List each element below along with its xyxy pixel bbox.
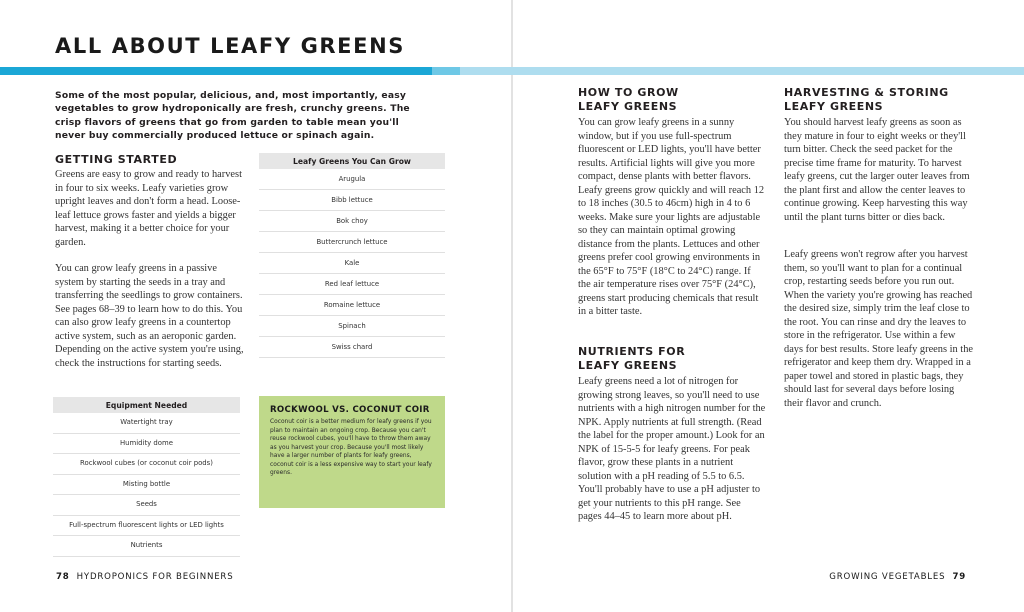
nutrients-heading-line-1: NUTRIENTS FOR bbox=[578, 345, 686, 358]
harvesting-paragraph-2: Leafy greens won't regrow after you harvest them, so you'll want to plan for a continual crop, restarting seeds before you run out. When the variety you're growing has reached the desired size, simply trim the leaf close to the root. You can rinse and dry the leaves to store in the refrigerator. Use within a few days for best results. Store leafy greens in the refrigerator and keep them dry. Wrapped in a paper towel and stored in plastic bags, they should last for several days before losing their flavor and crunch. bbox=[784, 249, 973, 409]
harvesting-heading-line-2: LEAFY GREENS bbox=[784, 100, 884, 113]
sidebar-body: Coconut coir is a better medium for leafy greens if you plan to maintain an ongoing crop. Because you can't reuse rockwool cubes, you'll have to throw them away as you harvest your crop. Because you'll most likely have a larger number of plants for leafy greens, coconut coir is a less expensive way to start your leafy greens. bbox=[270, 419, 432, 476]
table-row: Buttercrunch lettuce bbox=[259, 232, 445, 253]
table-row: Bibb lettuce bbox=[259, 190, 445, 211]
table-row: Rockwool cubes (or coconut coir pods) bbox=[53, 454, 240, 475]
sidebar-title: ROCKWOOL VS. COCONUT COIR bbox=[270, 405, 430, 415]
how-to-grow-heading-line-1: HOW TO GROW bbox=[578, 86, 679, 99]
page-title: ALL ABOUT LEAFY GREENS bbox=[55, 34, 405, 58]
left-running-title: HYDROPONICS FOR BEGINNERS bbox=[76, 572, 234, 582]
leafy-greens-table-body bbox=[259, 169, 445, 358]
leafy-greens-table-header: Leafy Greens You Can Grow bbox=[259, 153, 445, 169]
table-row: Kale bbox=[259, 253, 445, 274]
table-row: Red leaf lettuce bbox=[259, 274, 445, 295]
left-page-number: 78 bbox=[56, 572, 70, 582]
table-row: Full-spectrum fluorescent lights or LED lights bbox=[53, 516, 240, 537]
right-page-number: 79 bbox=[952, 572, 966, 582]
table-row: Swiss chard bbox=[259, 337, 445, 358]
nutrients-heading-line-2: LEAFY GREENS bbox=[578, 359, 678, 372]
title-rule-light bbox=[460, 67, 1024, 75]
table-row: Seeds bbox=[53, 495, 240, 516]
how-to-grow-heading-line-2: LEAFY GREENS bbox=[578, 100, 678, 113]
rockwool-sidebar bbox=[259, 396, 445, 508]
table-row: Spinach bbox=[259, 316, 445, 337]
intro-paragraph: Some of the most popular, delicious, and, most importantly, easy vegetables to grow hydroponically are fresh, crunchy greens. The crisp flavors of greens that go from garden to table mean you'll never buy commercially produced lettuce or spinach again. bbox=[55, 90, 410, 142]
how-to-grow-heading bbox=[578, 86, 679, 114]
left-page-footer bbox=[56, 572, 233, 582]
table-row: Humidity dome bbox=[53, 434, 240, 455]
nutrients-paragraph: Leafy greens need a lot of nitrogen for growing strong leaves, so you'll need to use nutrients with a high nitrogen number for the NPK. Apply nutrients at full strength. (Read the label for the proper amount.) Look for an NPK of 15-5-5 for leafy greens. For peak flavor, grow these plants in a nutrient solution with a pH reading of 5.5 to 6.5. You'll probably have to use a pH adjuster to get your nutrients to this pH range. See pages 44–45 to learn more about pH. bbox=[578, 376, 766, 522]
table-row: Watertight tray bbox=[53, 413, 240, 434]
equipment-table-header: Equipment Needed bbox=[53, 397, 240, 413]
table-row: Bok choy bbox=[259, 211, 445, 232]
table-row: Arugula bbox=[259, 169, 445, 190]
how-to-grow-paragraph: You can grow leafy greens in a sunny window, but if you use full-spectrum fluorescent or LED lights, you'll have better results. Artificial lights will give you more compact, dense plants with better flavors. Leafy greens grow quickly and will reach 12 to 18 inches (30.5 to 46cm) high in 4 to 6 weeks. Make sure your lights are adjustable so they can maintain optimal growing distance from the plants. Lettuces and other greens prefer cool growing environments in the 65°F to 75°F (18°C to 24°C) range. If the air temperature rises over 75°F (24°C), greens start producing chemicals that result in a bitter taste. bbox=[578, 117, 765, 317]
harvesting-paragraph-1: You should harvest leafy greens as soon as they mature in four to eight weeks or they'll turn bitter. Check the seed packet for the precise time frame for maturity. To harvest leafy greens, cut the larger outer leaves from the plant first and allow the center leaves to continue growing. Keep harvesting this way until the plant turns bitter or dies back. bbox=[784, 117, 970, 223]
equipment-table bbox=[53, 397, 240, 557]
leafy-greens-table bbox=[259, 153, 445, 358]
table-row: Misting bottle bbox=[53, 475, 240, 496]
nutrients-heading bbox=[578, 345, 685, 373]
harvesting-heading bbox=[784, 86, 949, 114]
table-row: Romaine lettuce bbox=[259, 295, 445, 316]
right-page-footer bbox=[829, 572, 966, 582]
getting-started-heading: GETTING STARTED bbox=[55, 153, 178, 166]
book-spine bbox=[511, 0, 513, 612]
harvesting-heading-line-1: HARVESTING & STORING bbox=[784, 86, 949, 99]
title-rule-dark bbox=[0, 67, 432, 75]
title-rule-mid bbox=[432, 67, 460, 75]
equipment-table-body bbox=[53, 413, 240, 557]
table-row: Nutrients bbox=[53, 536, 240, 557]
getting-started-paragraph-2: You can grow leafy greens in a passive system by starting the seeds in a tray and transferring the seedlings to grow containers. See pages 68–39 to learn how to do this. You can also grow leafy greens in a countertop active system, such as an aeroponic garden. Depending on the active system you're using, check the instructions for starting seeds. bbox=[55, 263, 244, 369]
getting-started-paragraph-1: Greens are easy to grow and ready to harvest in four to six weeks. Leafy varieties grow upright leaves and don't form a head. Loose-leaf lettuce grows faster and yields a bigger harvest, making it a better choice for your garden. bbox=[55, 169, 242, 248]
right-running-title: GROWING VEGETABLES bbox=[829, 572, 946, 582]
